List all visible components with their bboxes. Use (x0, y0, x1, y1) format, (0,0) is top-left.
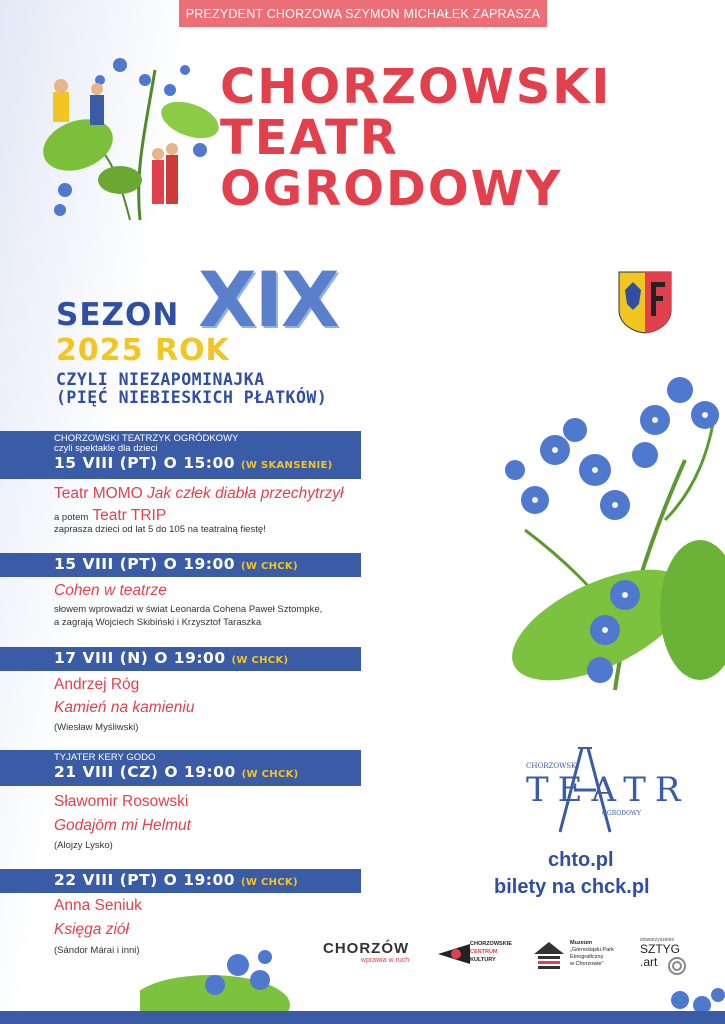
season-subtitle: CZYLI NIEZAPOMINAJKA (PIĘĆ NIEBIESKICH PŁATKÓW) (56, 370, 328, 407)
event-2-title: Cohen w teatrze (54, 582, 167, 599)
event-2-desc: słowem wprowadzi w świat Leonarda Cohena Paweł Sztompke, a zagrają Wojciech Skibiński i Krzysztof Taraszka (54, 604, 323, 628)
season-year: 2025 ROK (56, 333, 230, 368)
event-3-author: (Wiesław Myśliwski) (54, 722, 139, 733)
forget-me-not-illustration (495, 370, 725, 700)
event-5-title: Księga ziół (54, 921, 129, 938)
garden-illustration (40, 50, 220, 225)
festival-title: CHORZOWSKI TEATR OGRODOWY (220, 59, 612, 217)
event-5-date: 22 VIII (PT) O 19:00 (W CHCK) (54, 871, 298, 889)
season-label: SEZON (56, 297, 180, 333)
event-2-date: 15 VIII (PT) O 19:00 (W CHCK) (54, 555, 298, 573)
event-4-note: TYJATER KERY GODO (54, 752, 156, 763)
event-1-desc: zaprasza dzieci od lat 5 do 105 na teatralną fiestę! (54, 524, 266, 535)
event-4-title: Godajōm mi Helmut (54, 817, 191, 834)
event-1-bar (0, 431, 361, 479)
event-1-date: 15 VIII (PT) O 15:00 (W SKANSENIE) (54, 454, 333, 472)
chorzow-logo: CHORZÓW wprawia w ruch (323, 940, 410, 964)
top-banner: PREZYDENT CHORZOWA SZYMON MICHAŁEK ZAPRASZA (179, 0, 547, 27)
event-3-date: 17 VIII (N) O 19:00 (W CHCK) (54, 649, 289, 667)
teatr-ogrodowy-logo: CHORZOWSKI TEATR OGRODOWY (520, 740, 650, 835)
event-4-date: 21 VIII (CZ) O 19:00 (W CHCK) (54, 763, 299, 781)
event-5-bar (0, 869, 361, 893)
event-3-title: Kamień na kamieniu (54, 699, 195, 716)
event-2-bar (0, 553, 361, 577)
event-1-then: a potem Teatr TRIP (54, 507, 167, 524)
event-5-author: (Sándor Márai i inni) (54, 945, 140, 956)
city-crest-icon (617, 270, 673, 334)
event-3-bar (0, 647, 361, 671)
event-5-performer: Anna Seniuk (54, 897, 142, 914)
bottom-stripe (0, 1011, 725, 1024)
event-3-performer: Andrzej Róg (54, 676, 140, 693)
event-1-note: CHORZOWSKI TEATRZYK OGRÓDKOWY (54, 433, 239, 444)
website-link[interactable]: chto.pl (548, 849, 614, 871)
event-4-performer: Sławomir Rosowski (54, 793, 189, 810)
spiral-icon (668, 957, 686, 975)
sztyg-logo: stowarzyszenie SZTYG .art (640, 937, 680, 969)
event-4-author: (Alojzy Lysko) (54, 840, 113, 851)
event-1-title: Teatr MOMO Jak człek diabła przechytrzył (54, 485, 344, 502)
tickets-link[interactable]: bilety na chck.pl (494, 876, 650, 898)
event-4-bar (0, 750, 361, 786)
bottom-flower-illustration (140, 945, 300, 1015)
season-number: XIX (198, 255, 338, 344)
event-1-note-2: czyli spektakle dla dzieci (54, 443, 158, 454)
